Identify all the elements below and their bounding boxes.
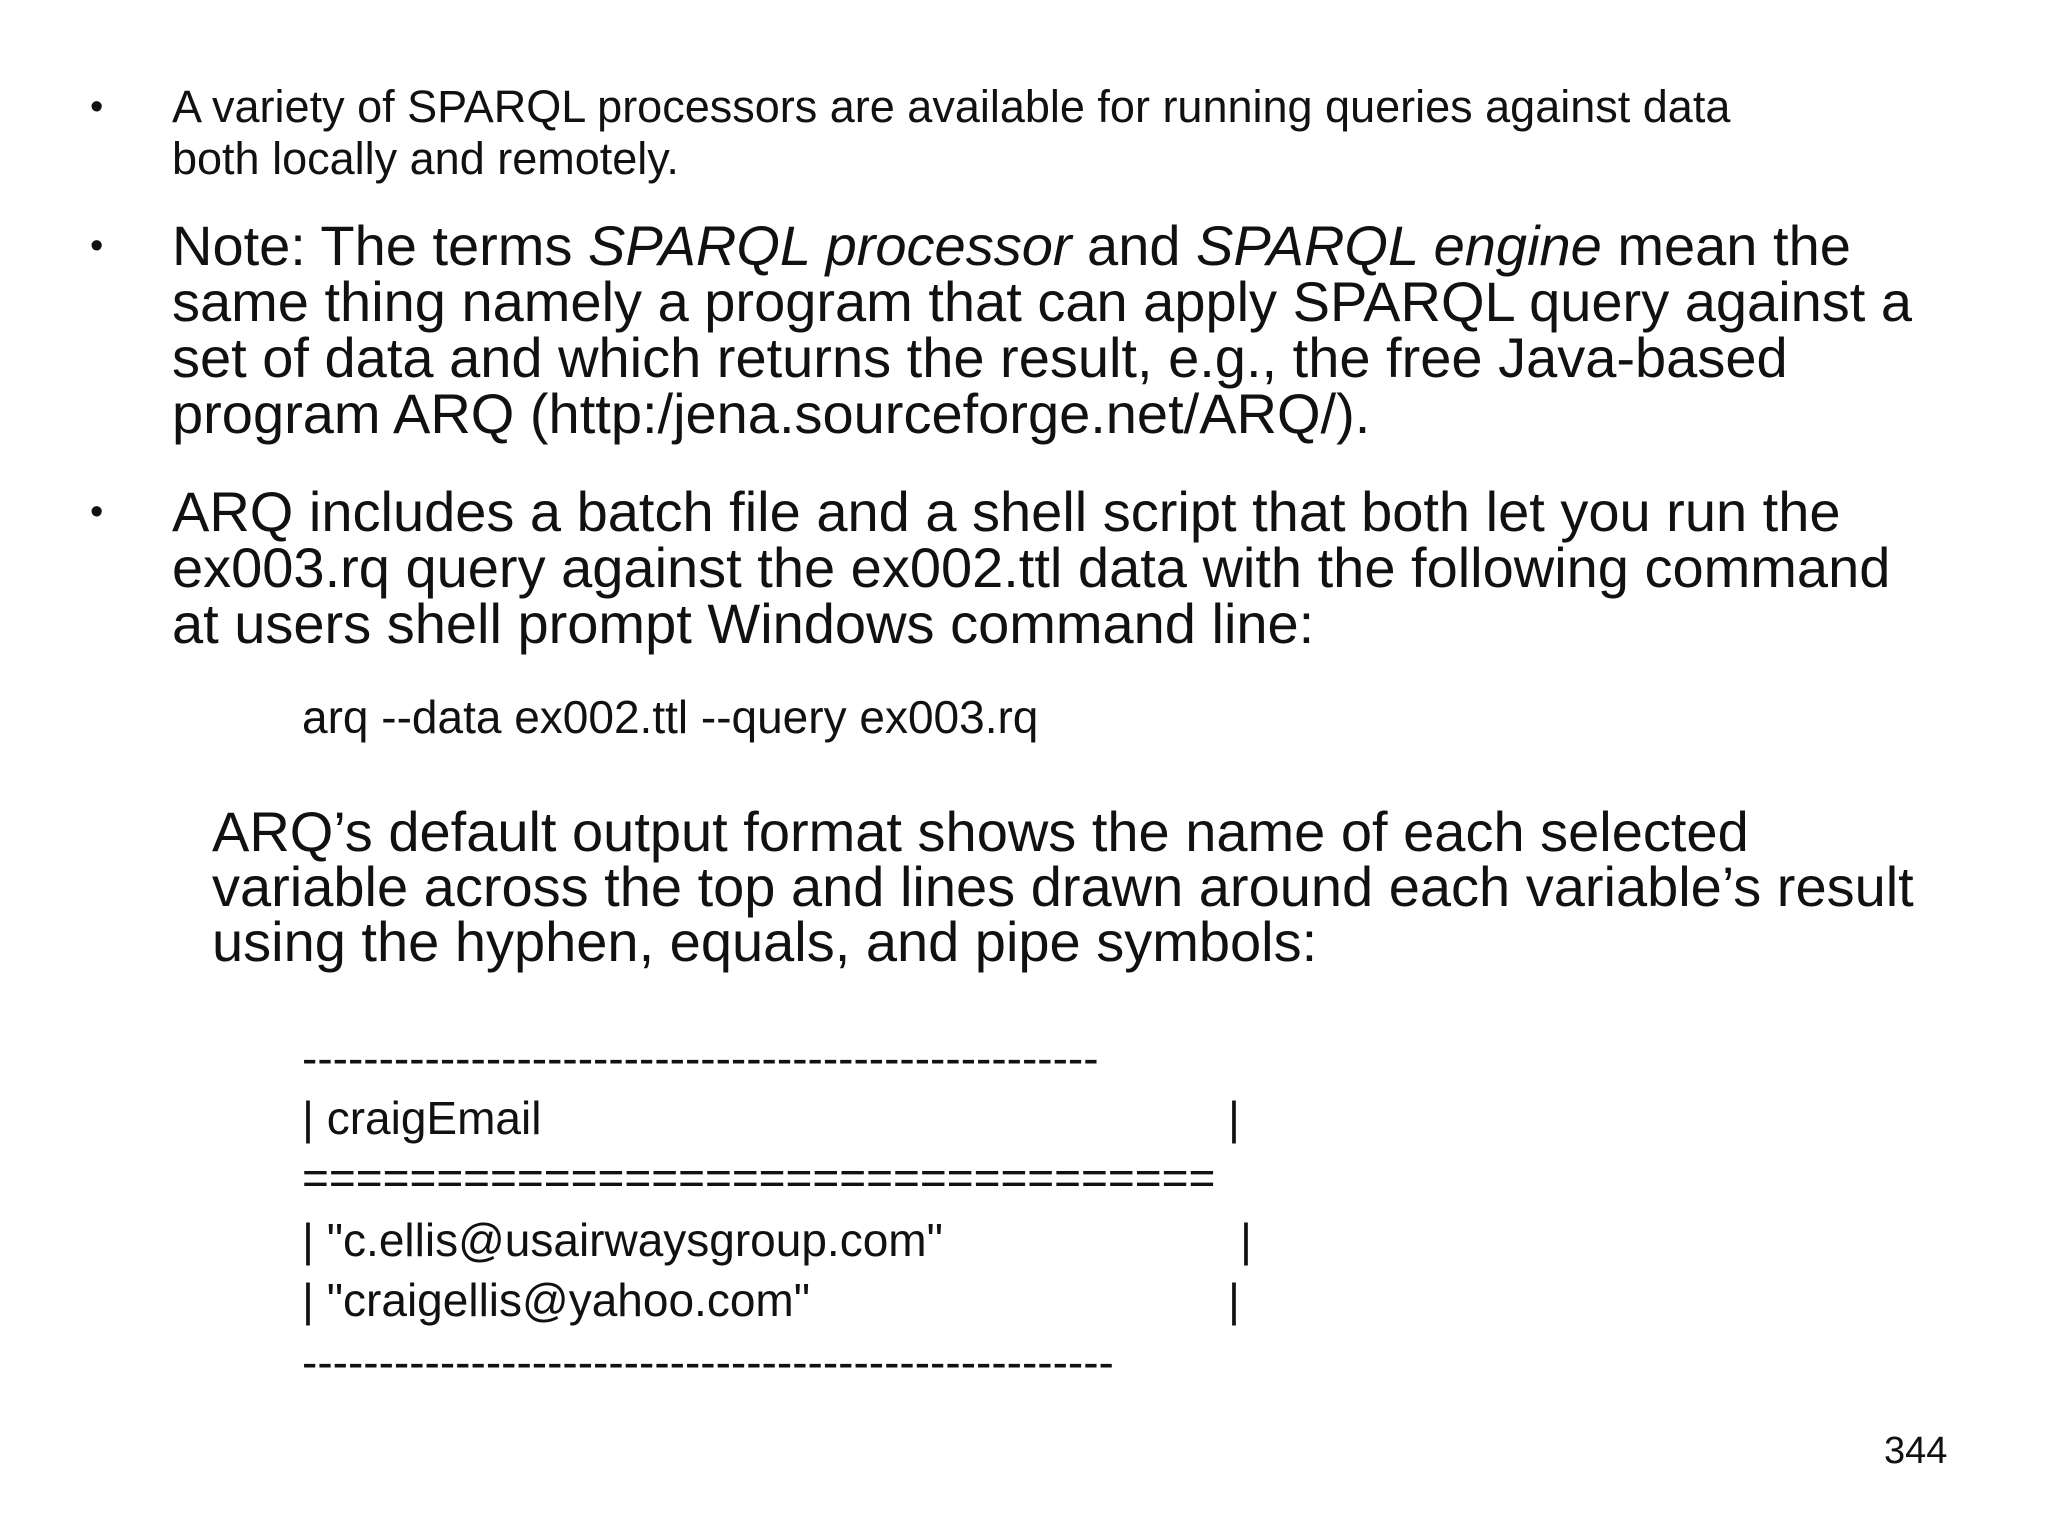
- bullet-3-line-3: at users shell prompt Windows command line:: [172, 592, 1315, 655]
- bullet-2-line-3: set of data and which returns the result, e.g., the free Java-based: [172, 326, 1788, 389]
- term-sparql-engine: SPARQL engine: [1196, 214, 1602, 277]
- output-row-2-right-bar: |: [1228, 1274, 1240, 1326]
- bullet-2-text-c: mean the: [1601, 214, 1851, 277]
- bullet-1-line-2: both locally and remotely.: [172, 133, 679, 184]
- term-sparql-processor: SPARQL processor: [588, 214, 1072, 277]
- output-header-cell: | craigEmail: [302, 1092, 542, 1144]
- bullet-text-2: [172, 214, 2002, 445]
- output-row-1: | "c.ellis@usairwaysgroup.com": [302, 1214, 943, 1266]
- bullet-2-text-a: Note: The terms: [172, 214, 589, 277]
- output-row-2: | "craigellis@yahoo.com": [302, 1274, 811, 1326]
- bullet-marker: •: [90, 86, 104, 128]
- bullet-3-line-2: ex003.rq query against the ex002.ttl data with the following command: [172, 536, 1891, 599]
- bullet-marker: •: [90, 491, 104, 533]
- bullet-2-line-1: [172, 214, 2002, 277]
- output-bottom-rule: -----------------------------------------------------: [302, 1336, 1114, 1388]
- paragraph-line-2: variable across the top and lines drawn around each variable’s result: [212, 855, 1914, 918]
- bullet-2-line-2: same thing namely a program that can apply SPARQL query against a: [172, 270, 1913, 333]
- output-row-1-right-bar: |: [1240, 1214, 1252, 1266]
- paragraph-line-3: using the hyphen, equals, and pipe symbols:: [212, 910, 1318, 973]
- bullet-marker: •: [90, 225, 104, 267]
- output-format-paragraph: [212, 800, 2012, 973]
- output-equals-rule: ==================================: [302, 1152, 1216, 1204]
- bullet-3-line-1: ARQ includes a batch file and a shell script that both let you run the: [172, 480, 1841, 543]
- output-top-rule: ----------------------------------------------------: [302, 1032, 1099, 1084]
- bullet-text-3: [172, 480, 2002, 655]
- arq-command: arq --data ex002.ttl --query ex003.rq: [302, 691, 1039, 743]
- bullet-text-1: [172, 80, 2002, 186]
- output-header-right-bar: |: [1228, 1092, 1240, 1144]
- bullet-2-text-b: and: [1071, 214, 1197, 277]
- bullet-1-line-1: A variety of SPARQL processors are available for running queries against data: [172, 81, 1731, 132]
- bullet-2-line-4: program ARQ (http:/jena.sourceforge.net/ARQ/).: [172, 382, 1371, 445]
- page-number: 344: [1884, 1430, 1948, 1472]
- paragraph-line-1: ARQ’s default output format shows the name of each selected: [212, 800, 1749, 863]
